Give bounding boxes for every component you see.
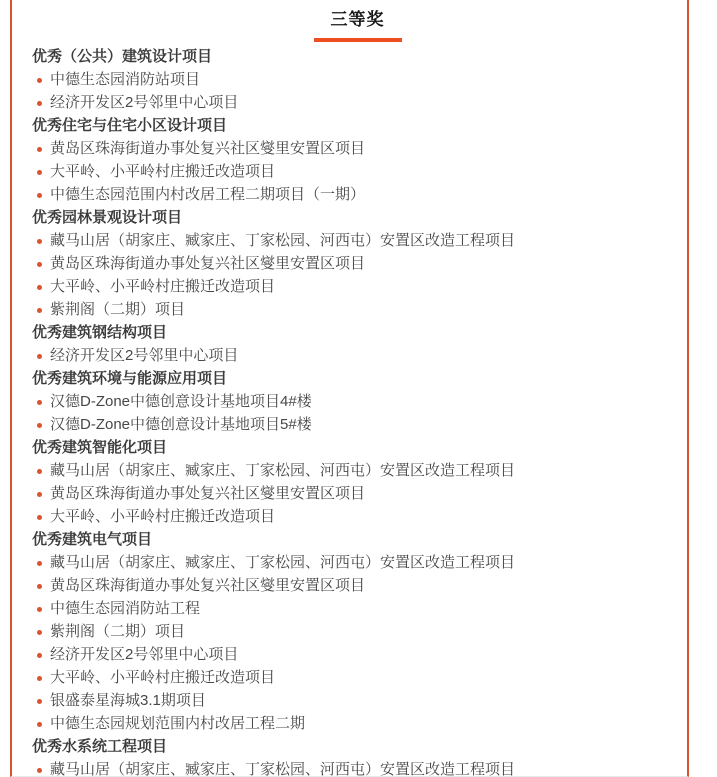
section-heading: 优秀建筑环境与能源应用项目 — [32, 370, 228, 387]
project-name: 藏马山居（胡家庄、臧家庄、丁家松园、河西屯）安置区改造工程项目 — [50, 761, 516, 777]
project-list-item — [32, 298, 683, 321]
bullet-icon — [37, 699, 42, 704]
project-name: 藏马山居（胡家庄、臧家庄、丁家松园、河西屯）安置区改造工程项目 — [50, 462, 516, 479]
bullet-icon — [37, 492, 42, 497]
project-name: 经济开发区2号邻里中心项目 — [50, 347, 239, 364]
bullet-icon — [37, 262, 42, 267]
project-list-item — [32, 459, 683, 482]
bullet-icon — [37, 170, 42, 175]
project-list-item — [32, 137, 683, 160]
section-heading: 优秀住宅与住宅小区设计项目 — [32, 117, 228, 134]
project-list-item — [32, 643, 683, 666]
project-list-item — [32, 505, 683, 528]
project-list-item — [32, 160, 683, 183]
bullet-icon — [37, 768, 42, 773]
title-block — [32, 0, 683, 42]
bullet-icon — [37, 147, 42, 152]
section-heading: 优秀建筑电气项目 — [32, 531, 153, 548]
bullet-icon — [37, 423, 42, 428]
project-list-item — [32, 275, 683, 298]
bullet-icon — [37, 515, 42, 520]
project-name: 大平岭、小平岭村庄搬迁改造项目 — [50, 669, 276, 686]
award-sections — [32, 45, 683, 777]
section-item-list — [32, 758, 683, 777]
project-list-item — [32, 229, 683, 252]
project-name: 藏马山居（胡家庄、臧家庄、丁家松园、河西屯）安置区改造工程项目 — [50, 232, 516, 249]
bullet-icon — [37, 78, 42, 83]
project-name: 大平岭、小平岭村庄搬迁改造项目 — [50, 278, 276, 295]
project-name: 汉德D-Zone中德创意设计基地项目4#楼 — [50, 393, 312, 410]
project-list-item — [32, 68, 683, 91]
bullet-icon — [37, 285, 42, 290]
page-title: 三等奖 — [330, 10, 385, 29]
bullet-icon — [37, 469, 42, 474]
project-list-item — [32, 413, 683, 436]
project-list-item — [32, 758, 683, 777]
bullet-icon — [37, 630, 42, 635]
project-list-item — [32, 344, 683, 367]
bullet-icon — [37, 607, 42, 612]
project-name: 黄岛区珠海街道办事处复兴社区燮里安置区项目 — [50, 577, 366, 594]
project-name: 大平岭、小平岭村庄搬迁改造项目 — [50, 508, 276, 525]
project-list-item — [32, 574, 683, 597]
project-name: 中德生态园规划范围内村改居工程二期 — [50, 715, 306, 732]
project-name: 紫荆阁（二期）项目 — [50, 623, 186, 640]
section-item-list — [32, 137, 683, 206]
bullet-icon — [37, 193, 42, 198]
bullet-icon — [37, 400, 42, 405]
section-item-list — [32, 229, 683, 321]
project-list-item — [32, 183, 683, 206]
project-name: 黄岛区珠海街道办事处复兴社区燮里安置区项目 — [50, 140, 366, 157]
bullet-icon — [37, 239, 42, 244]
bullet-icon — [37, 676, 42, 681]
title-underline — [314, 38, 402, 42]
project-list-item — [32, 666, 683, 689]
section-item-list — [32, 344, 683, 367]
section-item-list — [32, 459, 683, 528]
section-heading: 优秀建筑智能化项目 — [32, 439, 168, 456]
bullet-icon — [37, 584, 42, 589]
project-list-item — [32, 91, 683, 114]
bullet-icon — [37, 308, 42, 313]
section-heading: 优秀园林景观设计项目 — [32, 209, 183, 226]
bullet-icon — [37, 101, 42, 106]
section-heading: 优秀建筑钢结构项目 — [32, 324, 168, 341]
project-name: 银盛泰星海城3.1期项目 — [50, 692, 206, 709]
project-list-item — [32, 689, 683, 712]
project-list-item — [32, 712, 683, 735]
project-name: 黄岛区珠海街道办事处复兴社区燮里安置区项目 — [50, 485, 366, 502]
project-name: 紫荆阁（二期）项目 — [50, 301, 186, 318]
bullet-icon — [37, 354, 42, 359]
section-item-list — [32, 551, 683, 735]
project-list-item — [32, 620, 683, 643]
project-list-item — [32, 482, 683, 505]
project-name: 大平岭、小平岭村庄搬迁改造项目 — [50, 163, 276, 180]
project-name: 黄岛区珠海街道办事处复兴社区燮里安置区项目 — [50, 255, 366, 272]
section-heading: 优秀（公共）建筑设计项目 — [32, 48, 213, 65]
project-name: 中德生态园消防站项目 — [50, 71, 201, 88]
section-item-list — [32, 390, 683, 436]
project-list-item — [32, 551, 683, 574]
section-item-list — [32, 68, 683, 114]
project-list-item — [32, 252, 683, 275]
bullet-icon — [37, 561, 42, 566]
bullet-icon — [37, 653, 42, 658]
project-name: 中德生态园消防站工程 — [50, 600, 201, 617]
project-name: 藏马山居（胡家庄、臧家庄、丁家松园、河西屯）安置区改造工程项目 — [50, 554, 516, 571]
project-name: 中德生态园范围内村改居工程二期项目（一期） — [50, 186, 366, 203]
project-list-item — [32, 390, 683, 413]
project-name: 经济开发区2号邻里中心项目 — [50, 94, 239, 111]
project-name: 汉德D-Zone中德创意设计基地项目5#楼 — [50, 416, 312, 433]
section-heading: 优秀水系统工程项目 — [32, 738, 168, 755]
project-name: 经济开发区2号邻里中心项目 — [50, 646, 239, 663]
bullet-icon — [37, 722, 42, 727]
project-list-item — [32, 597, 683, 620]
